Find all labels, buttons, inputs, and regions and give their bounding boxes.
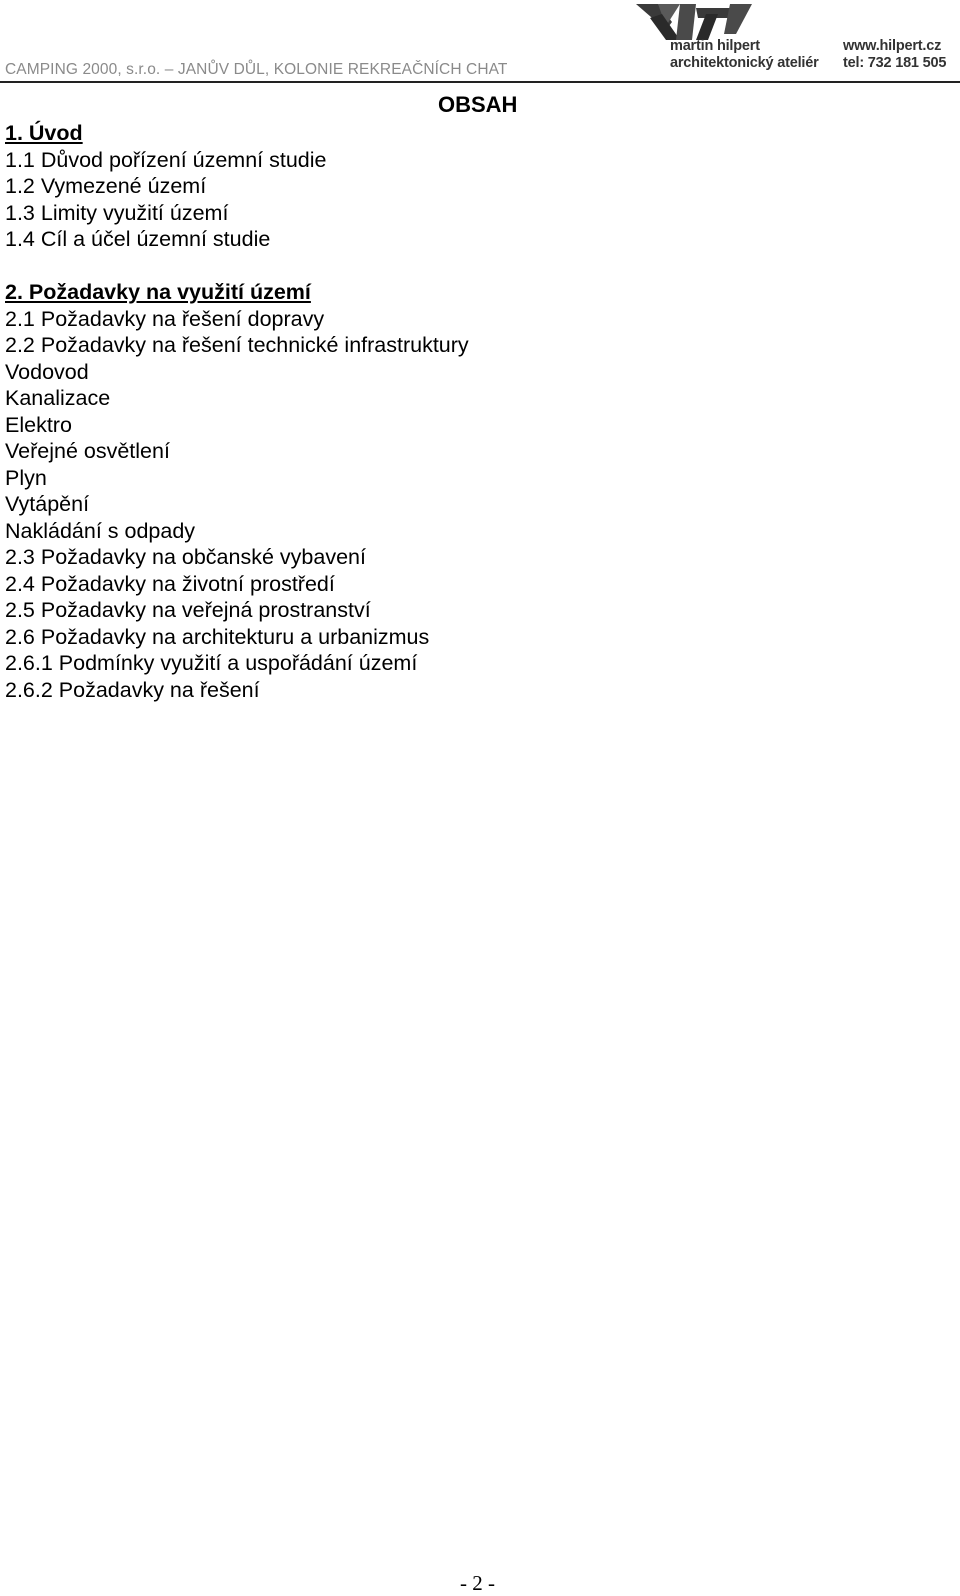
toc-item: 2.6 Požadavky na architekturu a urbanizmus — [5, 624, 430, 649]
toc-item: Vodovod — [5, 359, 89, 384]
toc-item: 1.3 Limity využití území — [5, 200, 229, 225]
toc-item: 1.2 Vymezené území — [5, 174, 207, 198]
page-number: - 2 - — [460, 1571, 495, 1595]
toc-item: 2.3 Požadavky na občanské vybavení — [5, 545, 366, 569]
atelier-logo-icon — [636, 4, 752, 42]
toc-item: Nakládání s odpady — [5, 518, 196, 543]
toc-item: 2.2 Požadavky na řešení technické infrastruktury — [5, 333, 469, 357]
logo-atelier-name — [670, 38, 819, 72]
page-title: OBSAH — [438, 92, 518, 117]
toc-item: Plyn — [5, 465, 47, 490]
table-of-contents — [5, 120, 605, 703]
header-project-title: CAMPING 2000, s.r.o. – JANŮV DŮL, KOLONIE REKREAČNÍCH CHAT — [5, 61, 508, 78]
toc-item: Vytápění — [5, 492, 90, 516]
toc-item: 1.1 Důvod pořízení územní studie — [5, 147, 327, 172]
page-header — [0, 0, 960, 84]
logo-phone: tel: 732 181 505 — [843, 55, 947, 71]
toc-item: 1.4 Cíl a účel územní studie — [5, 227, 271, 251]
toc-item: Elektro — [5, 412, 72, 437]
toc-item: Veřejné osvětlení — [5, 439, 170, 463]
logo-name-line2: architektonický ateliér — [670, 55, 819, 71]
toc-item: Kanalizace — [5, 386, 111, 410]
header-divider — [0, 81, 960, 83]
toc-item: 2.6.1 Podmínky využití a uspořádání území — [5, 651, 418, 675]
toc-heading: 1. Úvod — [5, 121, 83, 145]
logo-website: www.hilpert.cz — [843, 38, 942, 54]
toc-heading: 2. Požadavky na využití území — [5, 280, 311, 304]
logo-name-line1: martin hilpert — [670, 38, 760, 54]
toc-item: 2.4 Požadavky na životní prostředí — [5, 571, 335, 596]
toc-item: 2.6.2 Požadavky na řešení — [5, 677, 260, 702]
logo-contact — [843, 38, 946, 72]
toc-item: 2.5 Požadavky na veřejná prostranství — [5, 598, 371, 622]
toc-item: 2.1 Požadavky na řešení dopravy — [5, 306, 325, 331]
